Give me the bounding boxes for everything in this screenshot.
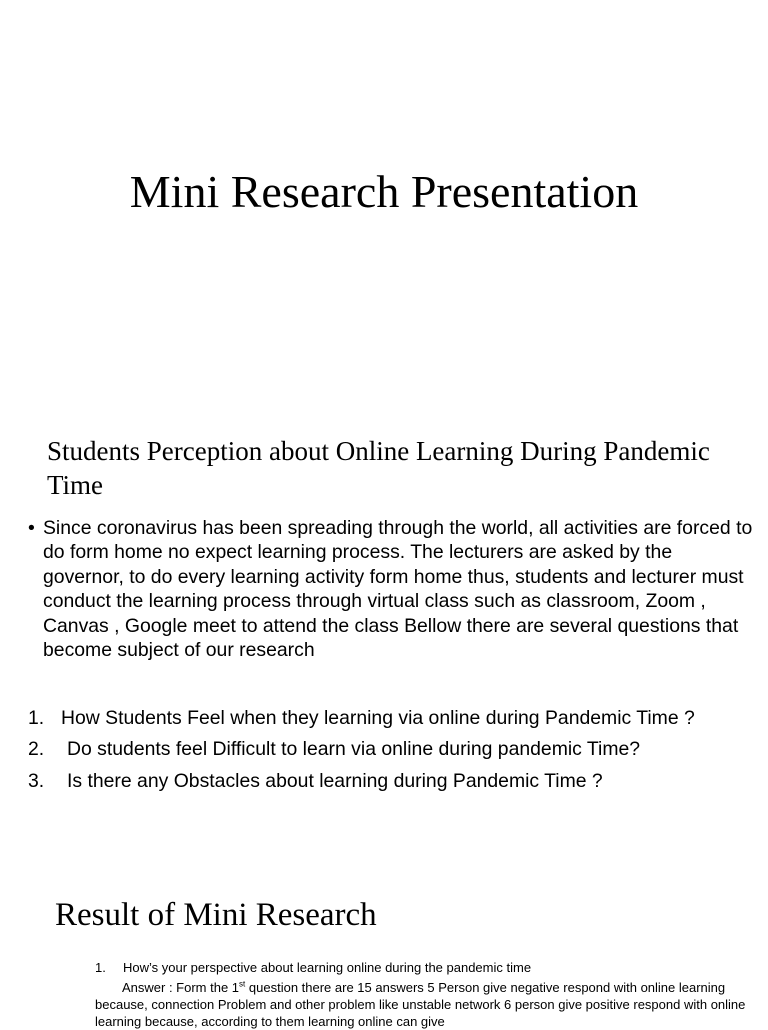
title-slide — [0, 0, 768, 410]
answer-ordinal-suffix: st — [239, 979, 246, 989]
question-number: 3. — [28, 769, 45, 792]
answer-body: question there are 15 answers 5 Person give negative respond with online learning because, connection Problem and other problem like unstable network 6 person give positive respond with online learning because, according to them learning online can give — [95, 980, 746, 1029]
question-item — [28, 769, 758, 793]
intro-bullet-text: Since coronavirus has been spreading through the world, all activities are forced to do form home no expect learning process. The lecturers are asked by the governor, to do every learning activity form home thus, students and lecturer must conduct the learning process through virtual class such as classroom, Zoom , Canvas , Google meet to attend the class Bellow there are several questions that become subject of our research — [43, 517, 753, 662]
result-list — [95, 959, 755, 1030]
result-slide-title: Result of Mini Research — [55, 897, 377, 933]
question-number: 2. — [28, 738, 45, 761]
answer-lead: Answer : Form the 1 — [122, 980, 240, 995]
intro-slide-title: Students Perception about Online Learning During Pandemic Time — [47, 436, 710, 500]
intro-slide — [0, 420, 768, 840]
question-number: 1. — [28, 707, 45, 729]
question-text: Do students feel Difficult to learn via online during pandemic Time? — [67, 738, 641, 761]
result-slide — [0, 880, 768, 1029]
result-answer — [95, 979, 755, 1030]
result-item-question: How’s your perspective about learning online during the pandemic time — [123, 960, 532, 975]
presentation-title: Mini Research Presentation — [129, 166, 639, 217]
intro-bullet — [28, 516, 758, 662]
bullet-glyph: • — [28, 517, 35, 539]
question-text: How Students Feel when they learning via online during Pandemic Time ? — [61, 707, 695, 729]
question-item — [28, 737, 758, 761]
question-text: Is there any Obstacles about learning during Pandemic Time ? — [67, 769, 603, 792]
result-item — [95, 959, 755, 976]
research-questions-list — [28, 706, 758, 800]
result-item-number: 1. — [95, 960, 106, 975]
question-item — [28, 706, 758, 730]
